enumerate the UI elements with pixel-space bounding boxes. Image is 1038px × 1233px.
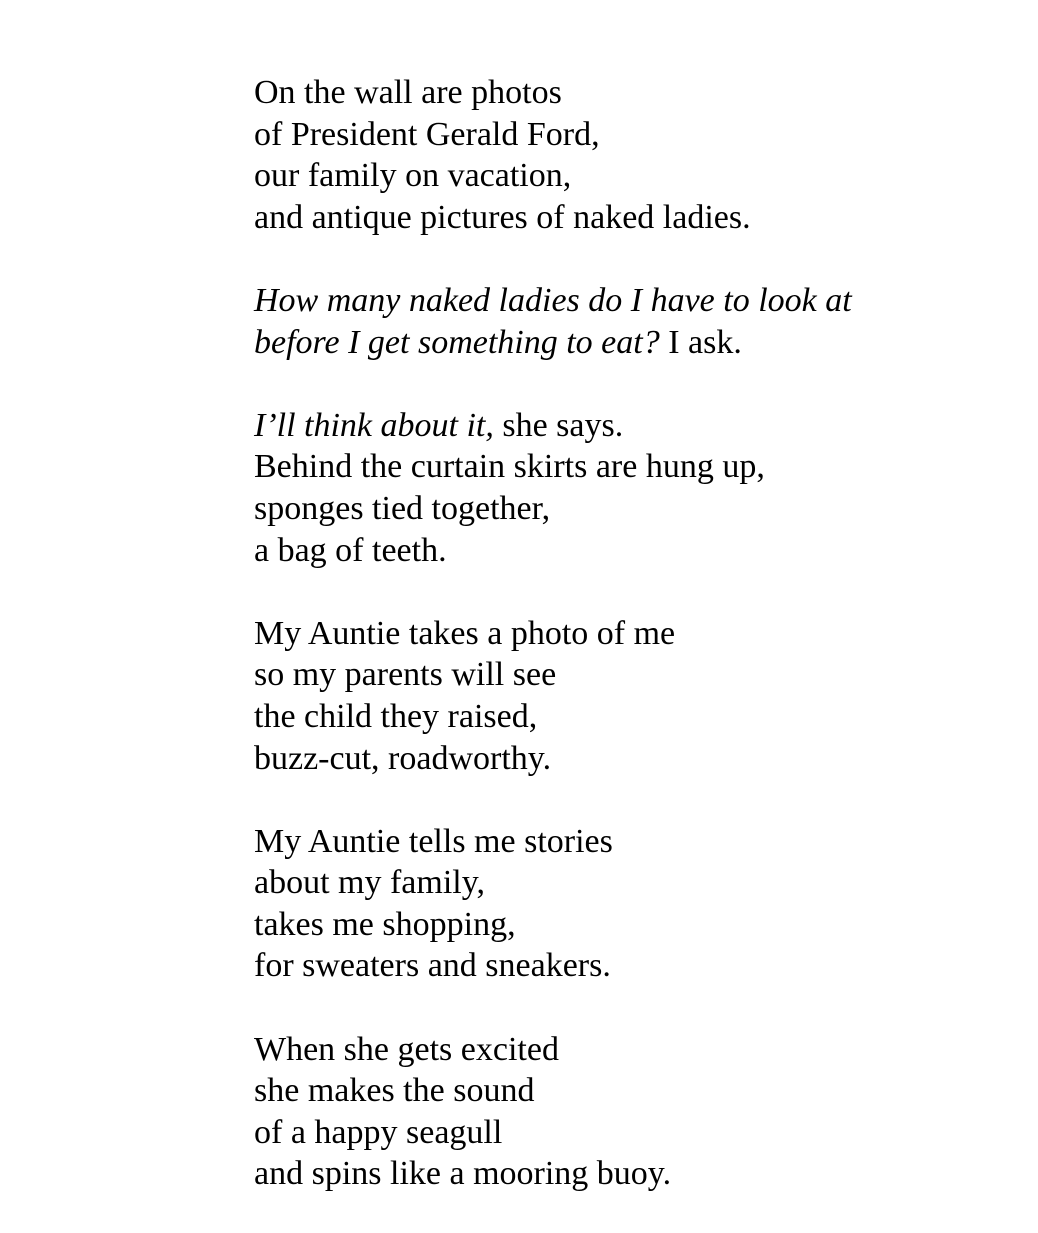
poem-line: of President Gerald Ford, — [254, 115, 600, 153]
italic-dialogue: I’ll think about it, — [254, 406, 494, 444]
stanza-1 — [254, 72, 954, 238]
poem-line: buzz-cut, roadworthy. — [254, 739, 552, 777]
poem-line: the child they raised, — [254, 697, 538, 735]
poem-line: and spins like a mooring buoy. — [254, 1155, 672, 1193]
poem-line: takes me shopping, — [254, 905, 516, 943]
poem-line: On the wall are photos — [254, 74, 562, 111]
stanza-2 — [254, 280, 954, 363]
poem-line: When she gets excited — [254, 1030, 559, 1068]
poem-line: My Auntie takes a photo of me — [254, 614, 676, 652]
poem-line: our family on vacation, — [254, 157, 572, 195]
poem-line: and antique pictures of naked ladies. — [254, 198, 751, 236]
poem-body — [254, 72, 954, 1195]
poem-line: My Auntie tells me stories — [254, 822, 613, 860]
line-text: she says. — [493, 406, 624, 444]
poem-line — [254, 405, 954, 447]
poem-line: she makes the sound — [254, 1072, 535, 1110]
poem-line: a bag of teeth. — [254, 531, 447, 569]
stanza-4 — [254, 613, 954, 779]
poem-line: for sweaters and sneakers. — [254, 947, 611, 985]
stanza-5 — [254, 821, 954, 987]
poem-line — [254, 280, 954, 322]
stanza-6 — [254, 1029, 954, 1195]
poem-line — [254, 322, 954, 364]
poem-line: Behind the curtain skirts are hung up, — [254, 448, 765, 486]
italic-dialogue: How many naked ladies do I have to look at — [254, 281, 852, 319]
poem-line: about my family, — [254, 864, 486, 902]
line-text: I ask. — [659, 323, 742, 361]
italic-dialogue: before I get something to eat? — [254, 323, 660, 361]
stanza-3 — [254, 405, 954, 571]
poem-line: so my parents will see — [254, 656, 557, 694]
poem-line: of a happy seagull — [254, 1113, 503, 1151]
poem-line: sponges tied together, — [254, 489, 551, 527]
